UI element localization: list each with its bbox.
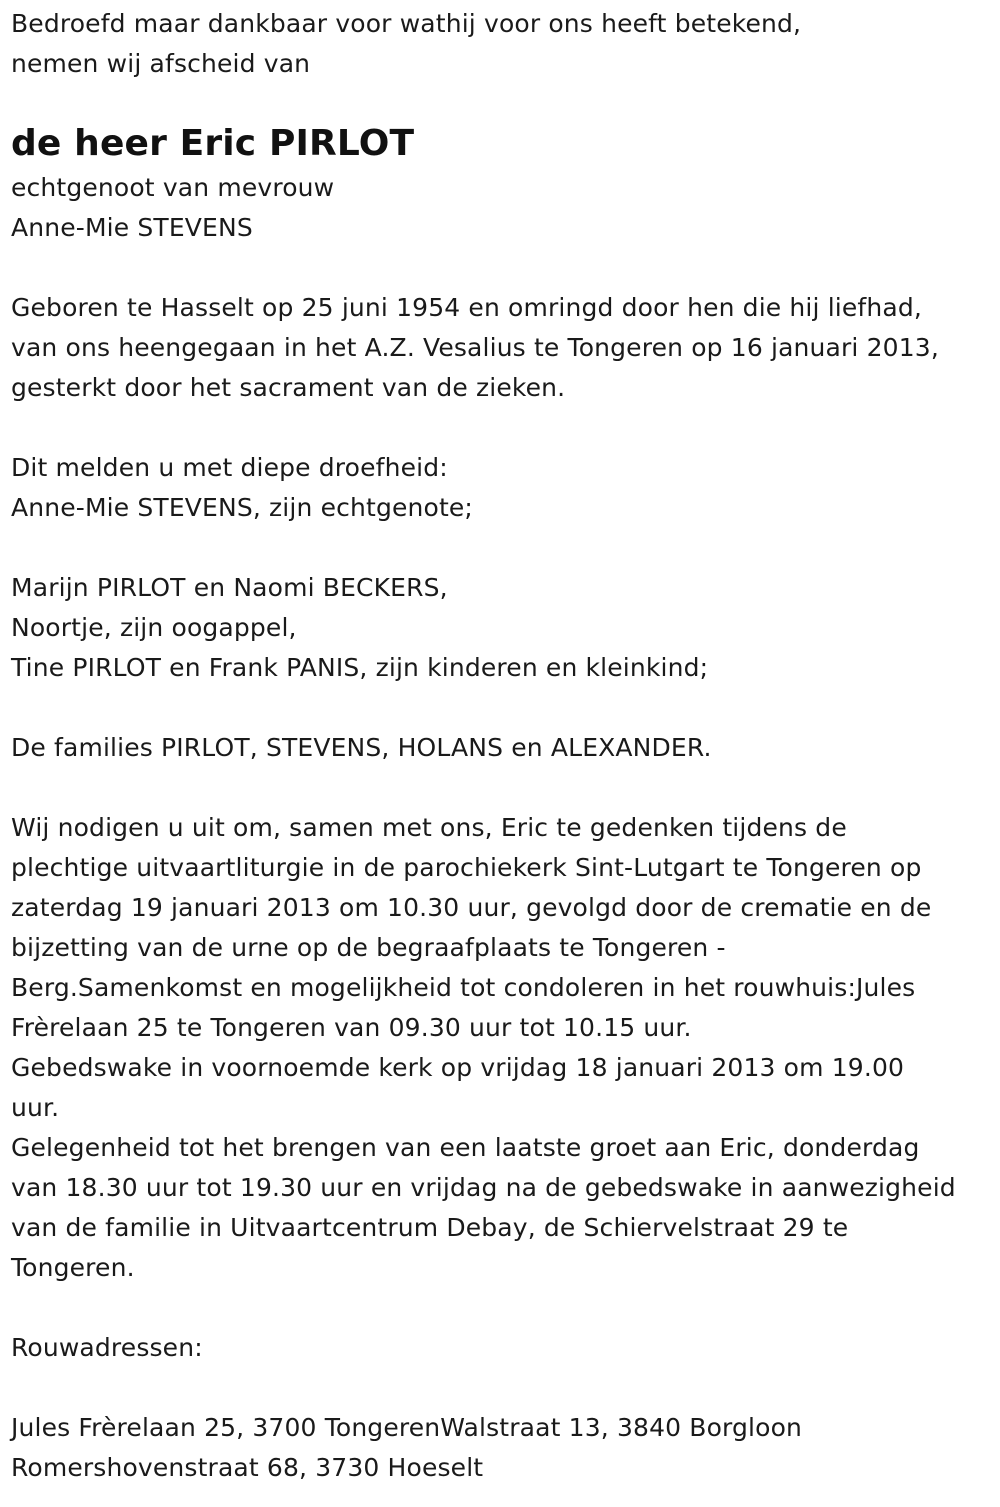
ceremony-line-2: plechtige uitvaartliturgie in de parochiekerk Sint-Lutgart te Tongeren op <box>11 853 922 882</box>
children-line-3: Tine PIRLOT en Frank PANIS, zijn kinderen en kleinkind; <box>11 653 709 682</box>
spouse-line-2: Anne-Mie STEVENS <box>11 213 253 242</box>
announcement-line-2: Anne-Mie STEVENS, zijn echtgenote; <box>11 493 474 522</box>
address-line-1: Jules Frèrelaan 25, 3700 TongerenWalstraat 13, 3840 Borgloon <box>11 1413 803 1442</box>
announcement-line-1: Dit melden u met diepe droefheid: <box>11 453 448 482</box>
spouse-line-1: echtgenoot van mevrouw <box>11 173 335 202</box>
ceremony-line-10: van 18.30 uur tot 19.30 uur en vrijdag na de gebedswake in aanwezigheid <box>11 1173 956 1202</box>
ceremony-line-6: Frèrelaan 25 te Tongeren van 09.30 uur tot 10.15 uur. <box>11 1013 692 1042</box>
birth-death-line-2: van ons heengegaan in het A.Z. Vesalius te Tongeren op 16 januari 2013, <box>11 333 939 362</box>
ceremony-line-4: bijzetting van de urne op de begraafplaats te Tongeren - <box>11 933 726 962</box>
birth-death-line-3: gesterkt door het sacrament van de zieken. <box>11 373 566 402</box>
obituary-notice <box>11 4 996 1488</box>
ceremony-line-3: zaterdag 19 januari 2013 om 10.30 uur, gevolgd door de crematie en de <box>11 893 932 922</box>
children-line-1: Marijn PIRLOT en Naomi BECKERS, <box>11 573 448 602</box>
ceremony-line-1: Wij nodigen u uit om, samen met ons, Eric te gedenken tijdens de <box>11 813 847 842</box>
ceremony-line-12: Tongeren. <box>11 1253 135 1282</box>
ceremony-line-11: van de familie in Uitvaartcentrum Debay, de Schiervelstraat 29 te <box>11 1213 849 1242</box>
ceremony-line-5: Berg.Samenkomst en mogelijkheid tot condoleren in het rouwhuis:Jules <box>11 973 916 1002</box>
intro-line-2: nemen wij afscheid van <box>11 49 311 78</box>
deceased-name: de heer Eric PIRLOT <box>11 123 415 164</box>
children-line-2: Noortje, zijn oogappel, <box>11 613 297 642</box>
ceremony-line-7: Gebedswake in voornoemde kerk op vrijdag 18 januari 2013 om 19.00 <box>11 1053 905 1082</box>
birth-death-line-1: Geboren te Hasselt op 25 juni 1954 en omringd door hen die hij liefhad, <box>11 293 922 322</box>
intro-line-1: Bedroefd maar dankbaar voor wathij voor ons heeft betekend, <box>11 9 802 38</box>
address-line-2: Romershovenstraat 68, 3730 Hoeselt <box>11 1453 484 1482</box>
families-line: De families PIRLOT, STEVENS, HOLANS en ALEXANDER. <box>11 733 712 762</box>
addresses-heading: Rouwadressen: <box>11 1333 203 1362</box>
ceremony-line-9: Gelegenheid tot het brengen van een laatste groet aan Eric, donderdag <box>11 1133 920 1162</box>
ceremony-line-8: uur. <box>11 1093 60 1122</box>
